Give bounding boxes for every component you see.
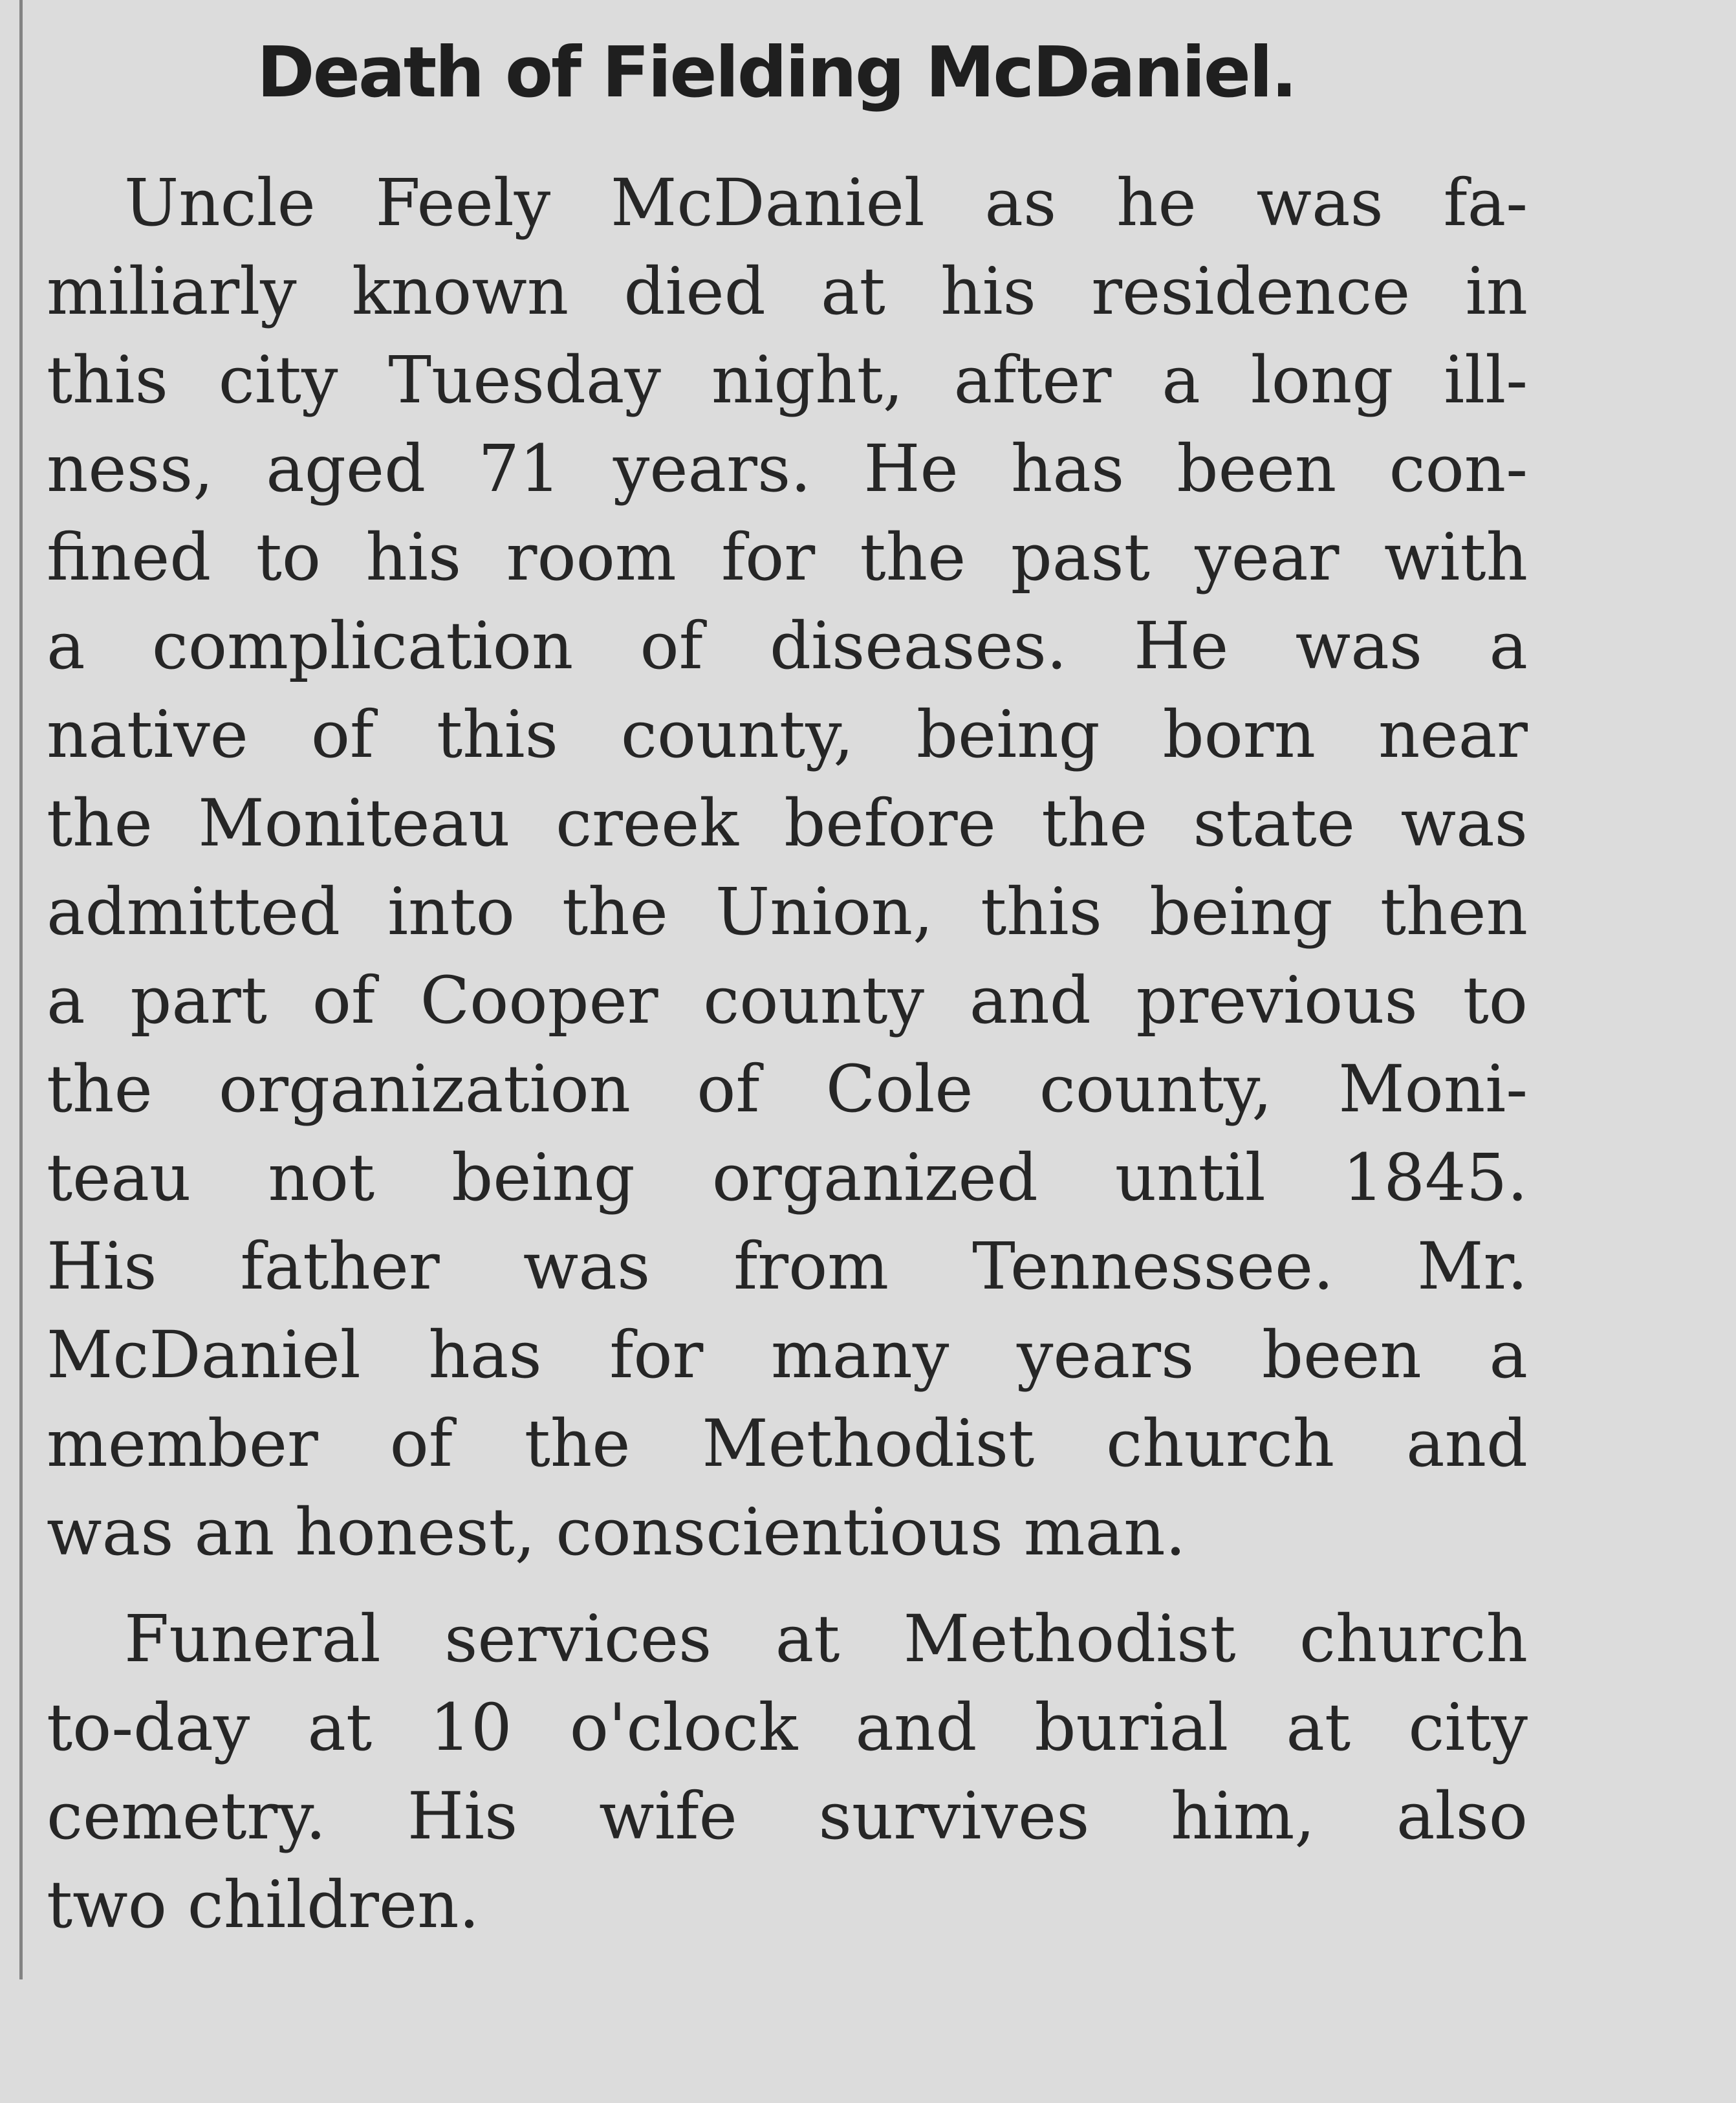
paragraph-gap	[47, 1576, 1528, 1595]
text-line: ness, aged 71 years. He has been con-	[47, 431, 1528, 507]
text-line: a complication of diseases. He was a	[47, 608, 1528, 684]
text-line: native of this county, being born near	[47, 697, 1528, 772]
text-line: the organization of Cole county, Moni-	[47, 1051, 1528, 1127]
text-line: fined to his room for the past year with	[47, 519, 1528, 595]
text-line: Funeral services at Methodist church	[124, 1601, 1528, 1677]
column-rule	[19, 0, 23, 1979]
article-body	[47, 158, 1528, 1949]
paragraph-obituary	[47, 158, 1528, 1576]
text-line: this city Tuesday night, after a long ill-	[47, 342, 1528, 418]
headline: Death of Fielding McDaniel.	[256, 32, 1296, 113]
text-line: a part of Cooper county and previous to	[47, 963, 1528, 1038]
text-line: cemetry. His wife survives him, also	[47, 1778, 1528, 1854]
text-line: teau not being organized until 1845.	[47, 1140, 1528, 1215]
text-line: member of the Methodist church and	[47, 1406, 1528, 1481]
text-line: the Moniteau creek before the state was	[47, 785, 1528, 861]
text-line: was an honest, conscientious man.	[47, 1494, 1186, 1570]
text-line: Uncle Feely McDaniel as he was fa-	[124, 165, 1528, 241]
paragraph-funeral	[47, 1595, 1528, 1949]
text-line: McDaniel has for many years been a	[47, 1317, 1528, 1393]
text-line: to-day at 10 o'clock and burial at city	[47, 1690, 1528, 1765]
text-line: two children.	[47, 1867, 480, 1943]
text-line: admitted into the Union, this being then	[47, 874, 1528, 950]
text-line: miliarly known died at his residence in	[47, 254, 1528, 329]
text-line: His father was from Tennessee. Mr.	[47, 1228, 1528, 1304]
